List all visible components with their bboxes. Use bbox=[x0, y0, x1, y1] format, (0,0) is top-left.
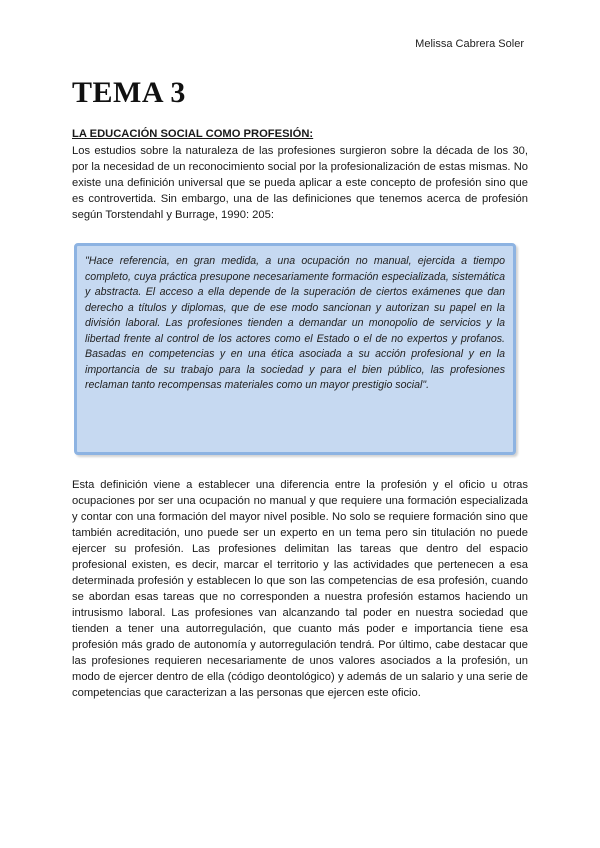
intro-paragraph: Los estudios sobre la naturaleza de las profesiones surgieron sobre la década de los 30, por la necesidad de un reconocimiento social por la profesionalización de estas mismas. No existe una definición universal que se pueda aplicar a este concepto de profesión sino que es controvertida. Sin embargo, una de las definiciones que tenemos acerca de profesión según Torstendahl y Burrage, 1990: 205: bbox=[72, 145, 528, 221]
section-heading: LA EDUCACIÓN SOCIAL COMO PROFESIÓN: bbox=[72, 128, 314, 140]
definition-quote: "Hace referencia, en gran medida, a una ocupación no manual, ejercida a tiempo completo, cuya práctica presupone necesariamente formación especializada, sistemática y abstracta. El acceso a ella depende de la superación de ciertos exámenes que dan derecho a títulos y diplomas, que de ese modo sancionan y autorizan su papel en la división laboral. Las profesiones tienden a demandar un monopolio de servicios y la libertad frente al control de los actores como el Estado o el de no expertos y profanos. Basadas en competencias y en una ética asociada a su acción profesional y en la importancia de su trabajo para la sociedad y para el bien público, las profesiones reclaman tanto recompensas materiales como un mayor prestigio social". bbox=[85, 255, 505, 391]
page-title: TEMA 3 bbox=[72, 76, 186, 109]
quote-box bbox=[74, 243, 516, 455]
body-paragraph: Esta definición viene a establecer una diferencia entre la profesión y el oficio u otras ocupaciones por ser una ocupación no manual y que requiere una formación especializada y contar con una formación del mayor nivel posible. No solo se requiere formación sino que también acreditación, uno puede ser un experto en un tema pero sin titulación no puede ejercer su profesión. Las profesiones delimitan las tareas que dentro del espacio profesional existen, es decir, marcar el territorio y las actividades que pertenecen a esa determinada profesión y establecen lo que son las competencias de esa profesión, cuando se abordan esas tareas que no corresponden a nuestra profesión estamos haciendo un intrusismo laboral. Las profesiones van alcanzando tal poder en nuestra sociedad que tienden a tener una autorregulación, que cuanto más poder e importancia tiene esa profesión más grado de autonomía y autorregulación tendrá. Por último, cabe destacar que las profesiones requieren necesariamente de unos valores asociados a la profesión, un modo de ejercer dentro de ella (código deontológico) y además de un salario y una serie de competencias que caracterizan a las personas que ejercen este oficio. bbox=[72, 479, 528, 699]
author-name: Melissa Cabrera Soler bbox=[415, 38, 524, 50]
